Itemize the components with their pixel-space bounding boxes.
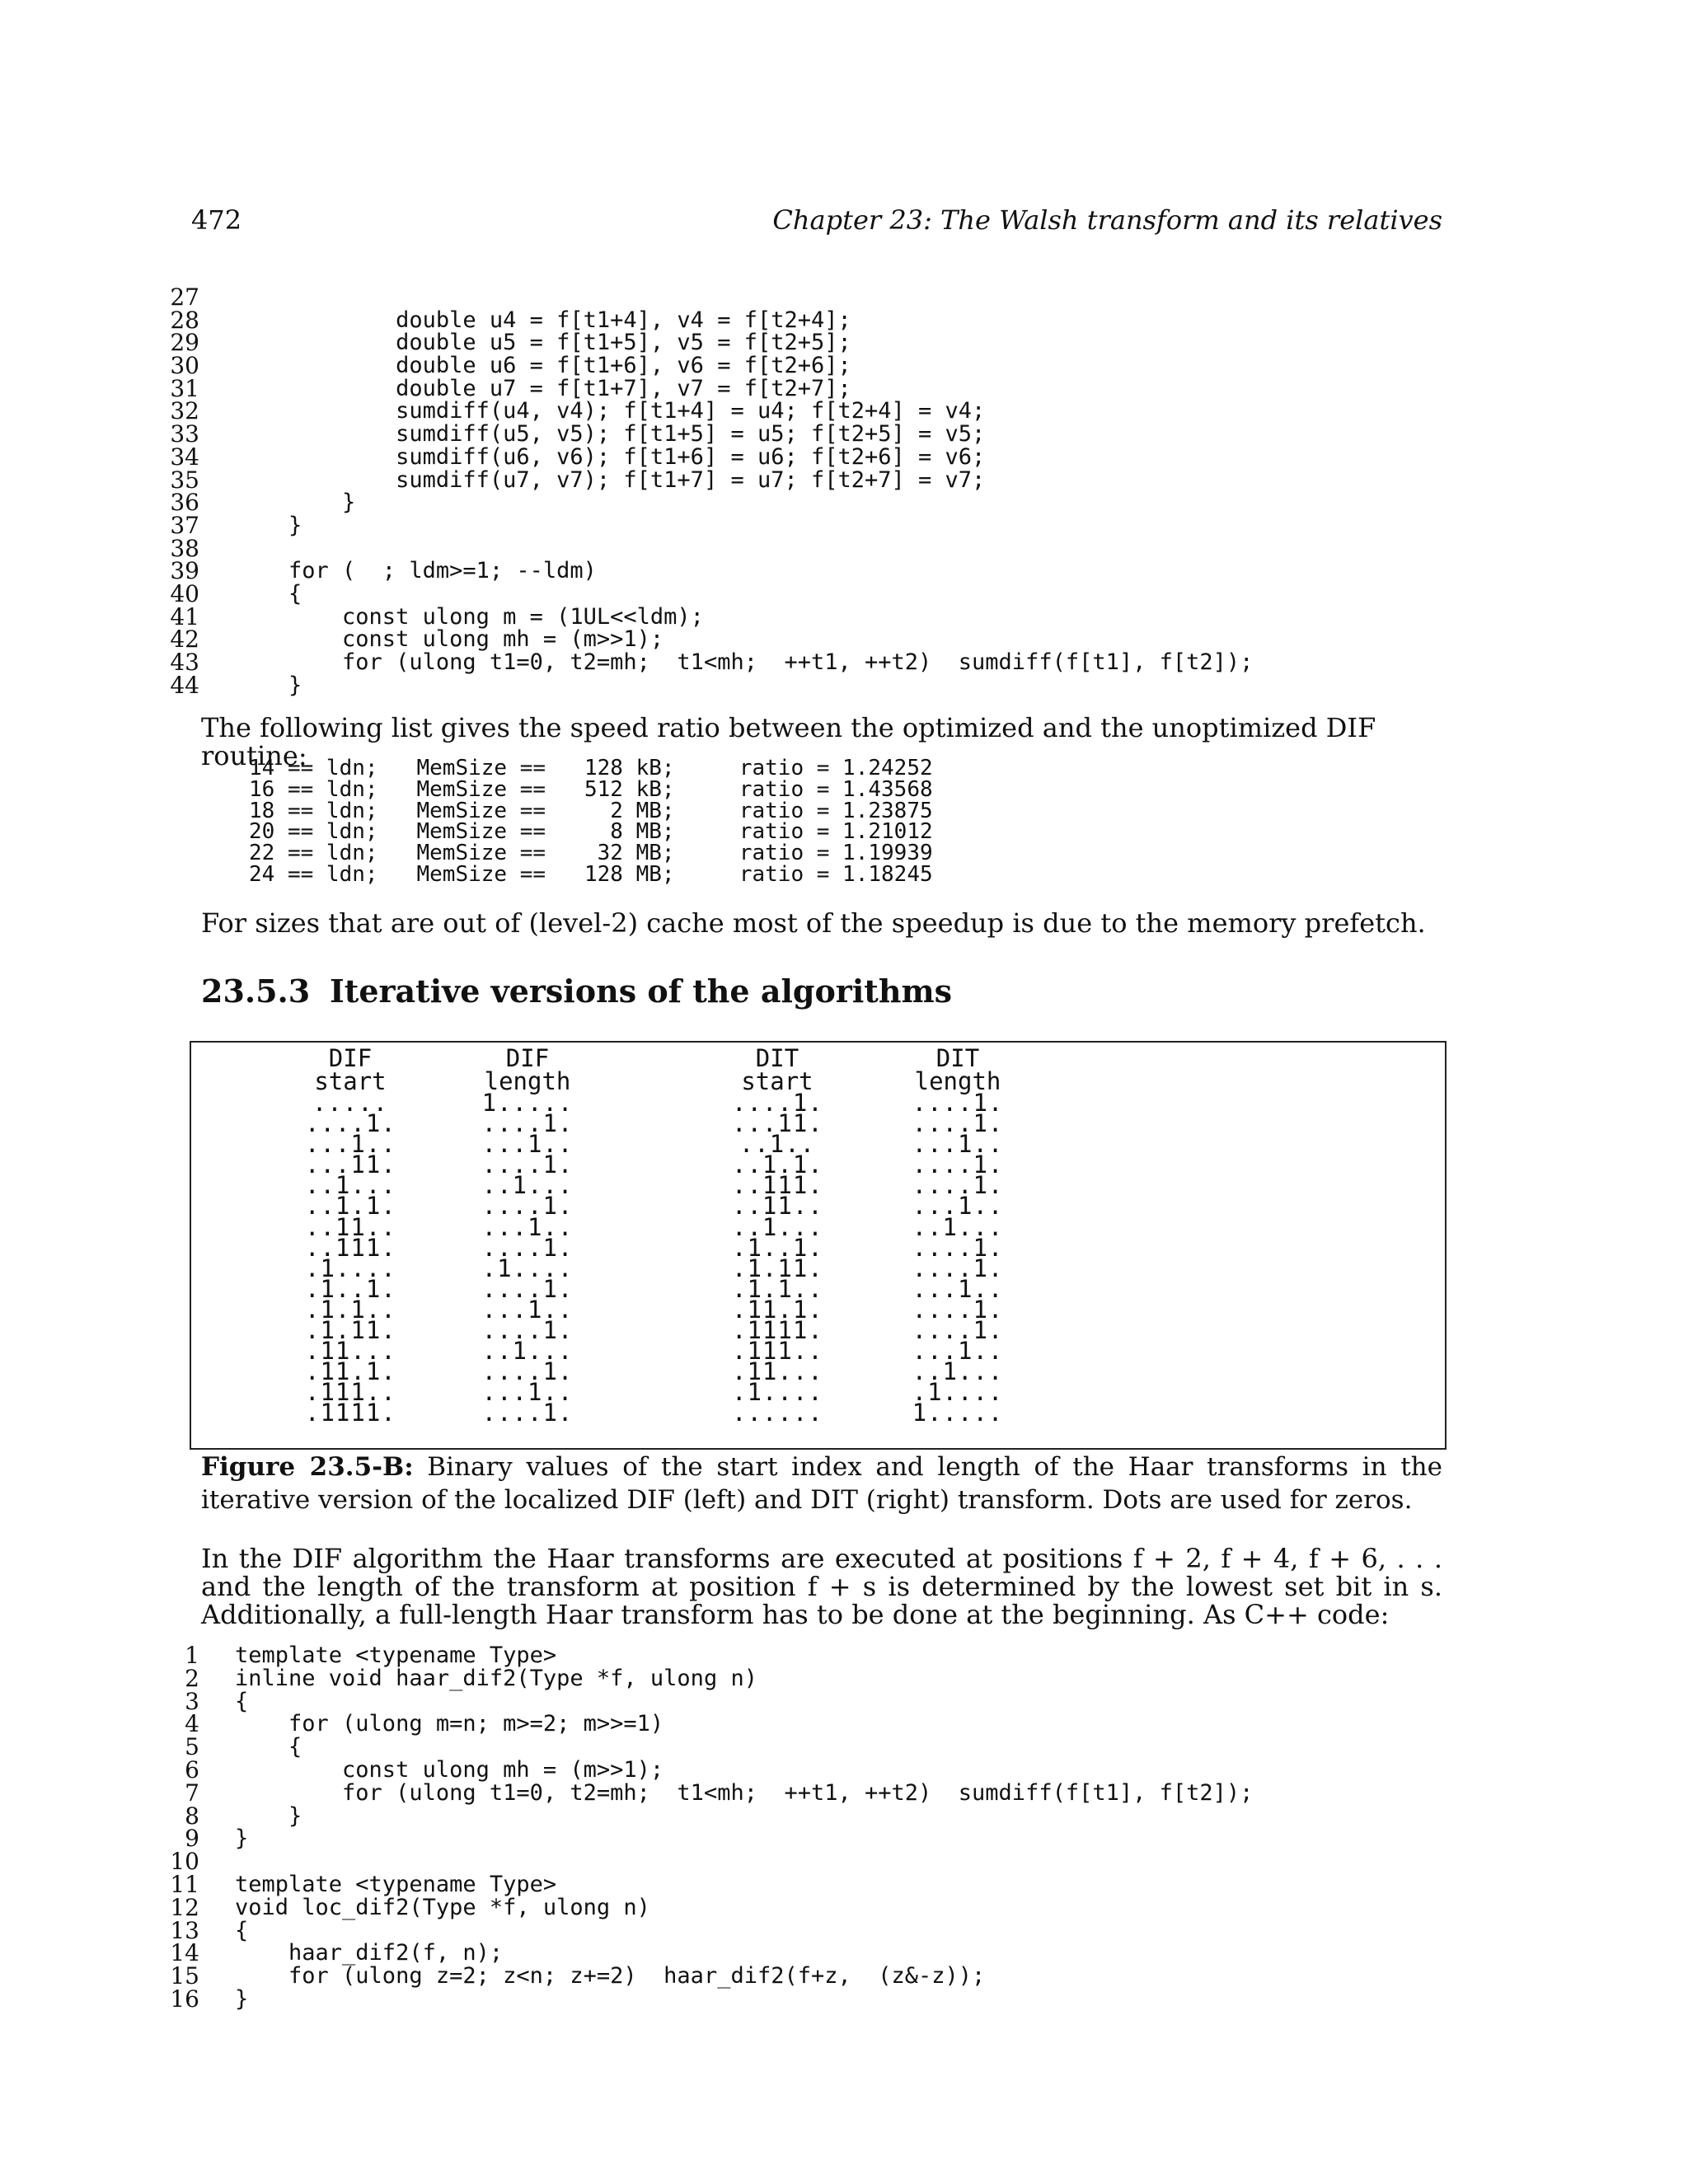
binary-value: 1..... (912, 1399, 1004, 1427)
code-line (165, 649, 1254, 676)
code-line (165, 557, 597, 585)
binary-value: ....1. (912, 1109, 1004, 1138)
code-line (165, 1710, 664, 1738)
ratio-row: 14 == ldn; MemSize == 128 kB; ratio = 1.24252 (249, 756, 933, 780)
code-line (165, 1687, 249, 1715)
section-title: Iterative versions of the algorithms (330, 972, 953, 1010)
binary-value: .1111. (305, 1399, 396, 1427)
code-text: inline void haar_dif2(Type *f, ulong n) (235, 1665, 757, 1691)
line-number: 7 (185, 1779, 199, 1807)
code-line (165, 466, 986, 494)
line-number: 4 (185, 1710, 199, 1738)
code-text: const ulong mh = (m>>1); (235, 1756, 664, 1783)
column-subtitle: length (484, 1067, 571, 1095)
code-line (165, 1985, 249, 2013)
code-text: { (235, 1917, 249, 1943)
binary-value: ...1.. (912, 1130, 1004, 1159)
ratio-row: 16 == ldn; MemSize == 512 kB; ratio = 1.43568 (249, 776, 933, 802)
binary-value: .11... (305, 1337, 396, 1366)
binary-value: ...... (732, 1399, 823, 1427)
line-number: 12 (170, 1893, 199, 1921)
code-text: const ulong m = (1UL<<ldm); (235, 603, 704, 630)
binary-value: ....1. (912, 1151, 1004, 1179)
binary-value: ...1.. (481, 1130, 574, 1159)
line-number: 8 (185, 1802, 199, 1830)
binary-value: ....1. (912, 1171, 1004, 1200)
code-line (165, 1733, 302, 1761)
line-number: 14 (170, 1939, 199, 1967)
figure-column-dit-length (907, 1044, 1009, 1427)
binary-value: ..1... (912, 1212, 1004, 1241)
line-number: 37 (170, 511, 199, 539)
binary-value: .1.... (481, 1254, 574, 1282)
binary-value: .111.. (732, 1337, 823, 1366)
ratio-row: 22 == ldn; MemSize == 32 MB; ratio = 1.19939 (249, 841, 933, 866)
column-title: DIT (755, 1044, 799, 1072)
line-number: 38 (170, 534, 199, 562)
code-text: double u6 = f[t1+6], v6 = f[t2+6]; (235, 353, 851, 379)
line-number: 40 (170, 579, 199, 607)
line-number: 34 (170, 443, 199, 471)
binary-value: ....1. (481, 1357, 574, 1386)
binary-value: .1.... (305, 1254, 396, 1282)
line-number: 11 (170, 1870, 199, 1898)
binary-value: ....1. (912, 1316, 1004, 1345)
code-line (165, 1870, 557, 1898)
binary-value: ..1... (732, 1212, 823, 1241)
code-line (165, 1916, 249, 1944)
code-line (165, 1893, 650, 1921)
binary-value: .1.1.. (732, 1274, 823, 1303)
binary-value: ....1. (481, 1109, 574, 1138)
code-line (165, 602, 704, 630)
column-subtitle: start (314, 1067, 387, 1095)
code-text: } (235, 490, 356, 516)
binary-value: ...1.. (912, 1274, 1004, 1303)
chapter-title: Chapter 23: The Walsh transform and its relatives (772, 204, 1442, 236)
code-text: { (235, 1734, 302, 1760)
code-line (165, 420, 986, 448)
binary-value: ....1. (912, 1295, 1004, 1324)
code-line (165, 1825, 249, 1853)
binary-value: .111.. (305, 1378, 396, 1407)
code-line (165, 511, 302, 539)
line-number: 31 (170, 374, 199, 402)
code-text: const ulong mh = (m>>1); (235, 626, 664, 653)
line-number: 3 (185, 1687, 199, 1715)
code-text: } (235, 1985, 249, 2012)
binary-value: ..1.1. (732, 1151, 823, 1179)
code-text: template <typename Type> (235, 1643, 557, 1668)
line-number: 29 (170, 329, 199, 357)
binary-value: ..1.1. (305, 1192, 396, 1221)
code-line (165, 1642, 557, 1669)
binary-value: ...1.. (305, 1130, 396, 1159)
code-text: { (235, 580, 302, 607)
line-number: 43 (170, 649, 199, 676)
binary-value: ..1... (912, 1357, 1004, 1386)
binary-value: .1.... (732, 1378, 823, 1407)
figure-column-dit-start (732, 1044, 823, 1427)
paragraph-dif-algorithm: In the DIF algorithm the Haar transforms are executed at positions f + 2, f + 4, f + 6, . . . and the length of the transform at position f + s is determined by the lowest set bit in s. Additionally, a full-length Haar transform has to be done at the beginning. As C++ code: (201, 1543, 1442, 1630)
line-number: 10 (170, 1848, 199, 1876)
binary-value: ....1. (481, 1316, 574, 1345)
line-number: 9 (185, 1825, 199, 1853)
code-text: double u4 = f[t1+4], v4 = f[t2+4]; (235, 307, 851, 333)
code-line (165, 579, 302, 607)
code-text: void loc_dif2(Type *f, ulong n) (235, 1894, 650, 1920)
ratio-row: 18 == ldn; MemSize == 2 MB; ratio = 1.23875 (249, 798, 933, 823)
binary-value: ....1. (481, 1151, 574, 1179)
binary-value: ..111. (305, 1233, 396, 1262)
line-number: 15 (170, 1962, 199, 1990)
code-line (165, 306, 851, 334)
column-title: DIF (328, 1044, 373, 1072)
code-text: for (ulong t1=0, t2=mh; t1<mh; ++t1, ++t2) sumdiff(f[t1], f[t2]); (235, 649, 1254, 675)
binary-value: .1.11. (305, 1316, 396, 1345)
binary-value: ...11. (305, 1151, 396, 1179)
binary-value: .11... (732, 1357, 823, 1386)
binary-value: ...11. (732, 1109, 823, 1138)
binary-value: ..1... (481, 1171, 574, 1200)
line-number: 5 (185, 1733, 199, 1761)
binary-value: ...1.. (481, 1295, 574, 1324)
binary-value: .1.11. (732, 1254, 823, 1282)
line-number: 44 (170, 671, 199, 699)
line-number: 28 (170, 306, 199, 334)
section-number: 23.5.3 (201, 972, 311, 1010)
line-number: 35 (170, 466, 199, 494)
code-line (165, 1779, 1254, 1807)
caption-text: Binary values of the start index and length of the Haar transforms in the iterative version of the localized DIF (left) and DIT (right) transform. Dots are used for zeros. (201, 1452, 1442, 1515)
code-text: template <typename Type> (235, 1871, 557, 1897)
binary-value: ....1. (481, 1192, 574, 1221)
line-number: 42 (170, 626, 199, 654)
code-text: double u7 = f[t1+7], v7 = f[t2+7]; (235, 375, 851, 401)
binary-value: .1..1. (732, 1233, 823, 1262)
binary-value: ..1... (305, 1171, 396, 1200)
line-number: 30 (170, 352, 199, 380)
binary-value: ....1. (305, 1109, 396, 1138)
ratio-row: 24 == ldn; MemSize == 128 MB; ratio = 1.18245 (249, 861, 933, 887)
code-text: for (ulong m=n; m>=2; m>>=1) (235, 1711, 664, 1737)
code-line (165, 329, 851, 357)
code-text: sumdiff(u4, v4); f[t1+4] = u4; f[t2+4] = v4; (235, 398, 986, 424)
binary-value: 1..... (481, 1089, 574, 1117)
code-line (165, 534, 199, 562)
code-text: double u5 = f[t1+5], v5 = f[t2+5]; (235, 330, 851, 356)
ratio-table (249, 758, 933, 886)
code-text: } (235, 1825, 249, 1852)
code-line (165, 1848, 199, 1876)
code-text: sumdiff(u6, v6); f[t1+6] = u6; f[t2+6] = v6; (235, 443, 986, 470)
code-text: } (235, 512, 302, 538)
binary-value: ..11.. (732, 1192, 823, 1221)
line-number: 2 (185, 1664, 199, 1692)
code-line (165, 1962, 986, 1990)
binary-value: .1111. (732, 1316, 823, 1345)
line-number: 13 (170, 1916, 199, 1944)
code-line (165, 286, 199, 309)
line-number: 16 (170, 1985, 199, 2013)
binary-value: ...1.. (912, 1192, 1004, 1221)
binary-value: ....1. (912, 1254, 1004, 1282)
binary-value: ....1. (481, 1233, 574, 1262)
binary-value: ..11.. (305, 1212, 396, 1241)
column-title: DIF (505, 1044, 550, 1072)
binary-value: ..111. (732, 1171, 823, 1200)
code-text: } (235, 672, 302, 698)
binary-value: .11.1. (732, 1295, 823, 1324)
code-line (165, 671, 302, 699)
binary-value: .11.1. (305, 1357, 396, 1386)
binary-value: ....1. (481, 1399, 574, 1427)
code-line (165, 374, 851, 402)
ratio-row: 20 == ldn; MemSize == 8 MB; ratio = 1.21012 (249, 819, 933, 845)
figure-caption (201, 1451, 1442, 1516)
binary-value: ..1... (481, 1337, 574, 1366)
code-text: haar_dif2(f, n); (235, 1940, 504, 1966)
binary-value: ..1.. (738, 1130, 816, 1159)
code-line (165, 1755, 664, 1783)
binary-value: .1.1.. (305, 1295, 396, 1324)
page-number: 472 (191, 204, 242, 236)
code-line (165, 1802, 302, 1830)
code-text: for (ulong t1=0, t2=mh; t1<mh; ++t1, ++t2) sumdiff(f[t1], f[t2]); (235, 1779, 1254, 1806)
code-line (165, 626, 664, 654)
code-listing-1 (165, 284, 1254, 699)
binary-value: ..... (312, 1089, 389, 1117)
caption-label: Figure 23.5-B: (201, 1452, 414, 1482)
code-line (165, 1664, 757, 1692)
code-line (165, 397, 986, 425)
code-listing-2 (165, 1642, 1254, 2013)
code-line (165, 489, 356, 517)
section-heading (201, 972, 952, 1010)
line-number: 39 (170, 557, 199, 585)
line-number: 27 (170, 284, 199, 311)
code-line (165, 352, 851, 380)
figure-column-dif-start (305, 1044, 396, 1427)
line-number: 41 (170, 602, 199, 630)
line-number: 6 (185, 1755, 199, 1783)
paragraph-cache: For sizes that are out of (level-2) cache most of the speedup is due to the memory prefetch. (201, 907, 1426, 939)
code-line (165, 443, 986, 471)
binary-value: ...1.. (912, 1337, 1004, 1366)
line-number: 33 (170, 420, 199, 448)
column-subtitle: length (914, 1067, 1001, 1095)
code-text: { (235, 1688, 249, 1714)
code-text: for ( ; ldm>=1; --ldm) (235, 558, 597, 584)
binary-value: ....1. (732, 1089, 823, 1117)
binary-value: .1..1. (305, 1274, 396, 1303)
binary-value: ...1.. (481, 1378, 574, 1407)
line-number: 1 (185, 1642, 199, 1669)
code-text: } (235, 1802, 302, 1829)
figure-column-dif-length (476, 1044, 579, 1427)
column-subtitle: start (741, 1067, 814, 1095)
paragraph-speed-ratio: The following list gives the speed ratio between the optimized and the unoptimized DIF routine: (201, 712, 1376, 771)
binary-value: ...1.. (481, 1212, 574, 1241)
code-text: sumdiff(u5, v5); f[t1+5] = u5; f[t2+5] = v5; (235, 421, 986, 448)
binary-value: ....1. (481, 1274, 574, 1303)
column-title: DIT (935, 1044, 980, 1072)
line-number: 36 (170, 489, 199, 517)
code-line (165, 1939, 504, 1967)
binary-value: ....1. (912, 1233, 1004, 1262)
line-number: 32 (170, 397, 199, 425)
binary-value: ....1. (912, 1089, 1004, 1117)
binary-value: .1.... (912, 1378, 1004, 1407)
code-text: sumdiff(u7, v7); f[t1+7] = u7; f[t2+7] = v7; (235, 466, 986, 493)
code-text: for (ulong z=2; z<n; z+=2) haar_dif2(f+z, (z&-z)); (235, 1963, 986, 1990)
